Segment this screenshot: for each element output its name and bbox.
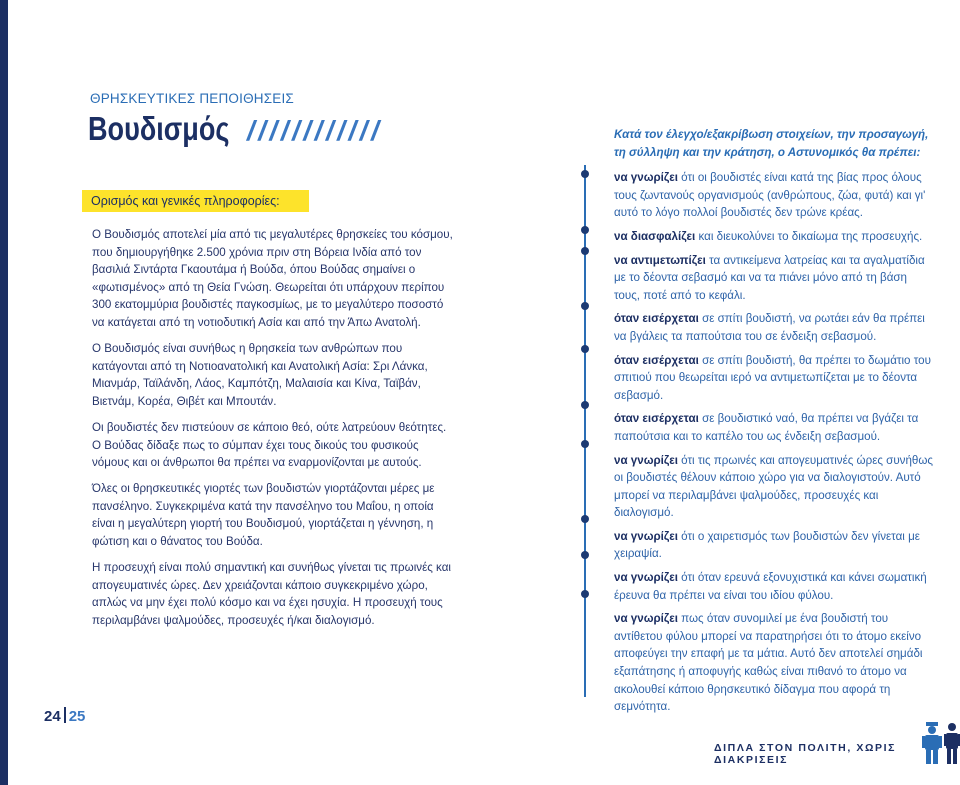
guideline-text: ότι τις πρωινές και απογευματινές ώρες συνήθως οι βουδιστές θέλουν κάποιο χώρο για να διαλογιστούν. Αυτό μπορεί να περιλαμβάνει ψαλμούδες, προσευχές και διαλογισμό. [614,453,934,520]
guideline-item [614,610,934,716]
guideline-text: και διευκολύνει το δικαίωμα της προσευχής. [695,229,923,243]
timeline-dot [581,345,589,353]
page-title: Βουδισμός [88,110,230,147]
page-number-right: 25 [68,708,86,725]
guideline-text: ότι όταν ερευνά εξονυχιστικά και κάνει σωματική έρευνα θα πρέπει να είναι του ιδίου φύλου. [614,571,927,602]
paragraph: Οι βουδιστές δεν πιστεύουν σε κάποιο θεό, ούτε λατρεύουν θεότητες. Ο Βούδας δίδαξε πως το σύμπαν έχει τους δικούς του φυσικούς νόμους και οι άνθρωποι θα πρέπει να εναρμονίζονται με αυτούς. [92,420,447,470]
guideline-text: πως όταν συνομιλεί με ένα βουδιστή του αντίθετου φύλου μπορεί να παρατηρήσει ότι το άτομο εκείνο αποφεύγει την επαφή με τα μάτια. Αυτό δεν αποτελεί σημάδι εξαπάτησης ή αποφυγής καθώς είναι πιθανό το άτομο να ακολουθεί κάποιο θρησκευτικό δίδαγμα που αφορά τη σεμνότητα. [614,612,923,714]
timeline-dot [581,440,589,448]
guideline-lead: να γνωρίζει [614,171,678,185]
definition-label: Ορισμός και γενικές πληροφορίες: [91,194,280,208]
guideline-text: σε σπίτι βουδιστή, να ρωτάει εάν θα πρέπει να βγάλεις τα παπούτσια του σε ένδειξη σεβασμού. [614,312,925,343]
left-margin-bar [0,0,8,785]
paragraph: Όλες οι θρησκευτικές γιορτές των βουδιστών γιορτάζονται μέρες με πανσέληνο. Συγκεκριμένα κατά την πανσέληνο του Μαΐου, η οποία είναι η μεγαλύτερη γιορτή του Βουδισμού, γιορτάζεται η γέννηση, η φώτιση και ο θάνατος του Βούδα. [92,482,435,548]
section-kicker: ΘΡΗΣΚΕΥΤΙΚΕΣ ΠΕΠΟΙΘΗΣΕΙΣ [90,91,294,106]
guideline-lead: να γνωρίζει [614,453,678,467]
citizen-icon [944,722,960,764]
guideline-lead: όταν εισέρχεται [614,412,699,426]
paragraph: Η προσευχή είναι πολύ σημαντική και συνήθως γίνεται τις πρωινές και απογευματινές ώρες. Δεν χρειάζονται κάποιο συγκεκριμένο χώρο, απλώς να μην έχει πολύ κόσμο και να έχει ησυχία. Η προσευχή τους περιλαμβάνει ψαλμούδες, προσευχές ή/και διαλογισμό. [92,561,451,627]
left-column [92,226,454,638]
police-guidelines-header: Κατά τον έλεγχο/εξακρίβωση στοιχείων, την προσαγωγή, τη σύλληψη και την κράτηση, ο Αστυνομικός θα πρέπει: [614,128,929,159]
right-column [614,126,934,722]
timeline-dot [581,226,589,234]
timeline-dot [581,170,589,178]
guideline-lead: να γνωρίζει [614,612,678,626]
footer-slogan: ΔΙΠΛΑ ΣΤΟΝ ΠΟΛΙΤΗ, ΧΩΡΙΣ ΔΙΑΚΡΙΣΕΙΣ [714,742,897,766]
guideline-item [614,528,934,563]
title-row [88,110,382,148]
guideline-text: σε σπίτι βουδιστή, θα πρέπει το δωμάτιο του σπιτιού που θεωρείται ιερό να αντιμετωπίζεται με το δέοντα σεβασμό. [614,353,931,402]
paragraph: Ο Βουδισμός αποτελεί μία από τις μεγαλυτέρες θρησκείες του κόσμου, που δημιουργήθηκε 2.500 χρόνια πριν στη Βόρεια Ινδία από τον βασιλιά Σιντάρτα Γκαουτάμα ή Βούδα, όπου Βούδας σημαίνει ο «φωτισμένος» από τη Θεία Γνώση. Θεωρείται ότι υπάρχουν περίπου 300 εκατομμύρια βουδιστές παγκοσμίως, με το μεγαλύτερο ποσοστό να κατάγεται από τη νοτιοδυτική Ασία και από την Άπω Ανατολή. [92,228,453,329]
definition-highlight [82,190,309,212]
guideline-text: τα αντικείμενα λατρείας και τα αγαλματίδια με το δέοντα σεβασμό και να τα πιάνει μόνο από τη βάση τους, ποτέ από το κεφάλι. [614,253,925,302]
page-separator [64,707,66,723]
paragraph: Ο Βουδισμός είναι συνήθως η θρησκεία των ανθρώπων που κατάγονται από τη Νοτιοανατολική και Ανατολική Ασία: Σρι Λάνκα, Μιανμάρ, Ταϊλάνδη, Λάος, Καμπότζη, Μαλαισία και Κίνα, Ταϊβάν, Βιετνάμ, Κορέα, Θιβέτ και Μπουτάν. [92,342,428,408]
guideline-lead: να διασφαλίζει [614,229,696,243]
guideline-item [614,310,934,345]
timeline-dot [581,515,589,523]
page-numbers [44,707,85,725]
guideline-item [614,252,934,305]
guideline-item [614,569,934,604]
guideline-item [614,452,934,522]
page-number-left: 24 [44,708,61,725]
guideline-lead: να γνωρίζει [614,529,678,543]
guideline-item [614,169,934,222]
guideline-lead: να γνωρίζει [614,571,678,585]
timeline-dot [581,302,589,310]
guideline-lead: όταν εισέρχεται [614,312,699,326]
guideline-text: σε βουδιστικό ναό, θα πρέπει να βγάζει τα παπούτσια και το καπέλο του ως ένδειξη σεβασμού. [614,412,919,443]
timeline-dot [581,551,589,559]
timeline-dot [581,247,589,255]
guideline-text: ότι οι βουδιστές είναι κατά της βίας προς όλους τους ζωντανούς οργανισμούς (ανθρώπους, ζώα, φυτά) και γι' αυτό το λόγο πολλοί βουδιστές δεν τρώνε κρέας. [614,171,926,220]
timeline-dot [581,590,589,598]
guideline-item [614,352,934,405]
guideline-item [614,410,934,445]
timeline-dot [581,401,589,409]
timeline-line [584,165,586,697]
title-slashes: //////////// [247,115,383,146]
guideline-lead: να αντιμετωπίζει [614,253,706,267]
guideline-item [614,228,934,246]
guideline-lead: όταν εισέρχεται [614,353,699,367]
guideline-text: ότι ο χαιρετισμός των βουδιστών δεν γίνεται με χειραψία. [614,529,920,561]
police-officer-icon [922,722,942,764]
